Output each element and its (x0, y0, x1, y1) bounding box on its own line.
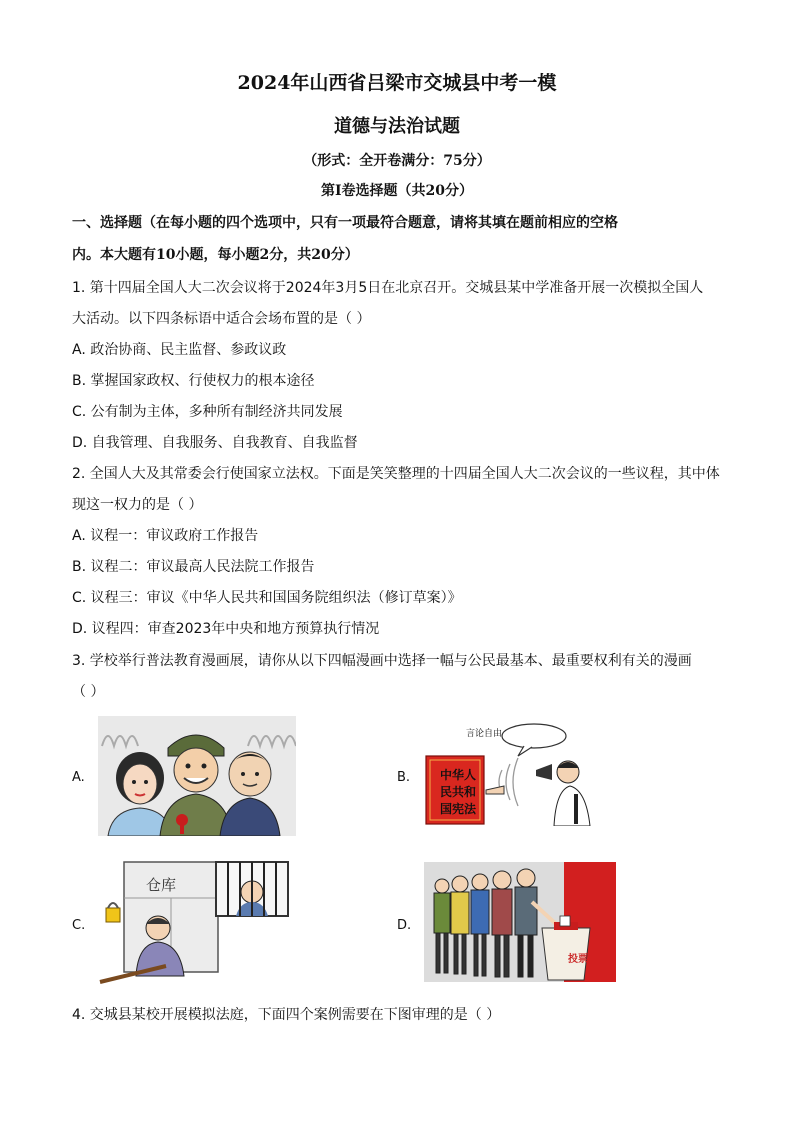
q3-cartoon-d-box-label: 投票 (568, 954, 588, 965)
q2-option-c: C. 议程三：审议《中华人民共和国国务院组织法（修订草案）》 (72, 590, 462, 606)
q1-option-d: D. 自我管理、自我服务、自我教育、自我监督 (72, 435, 358, 451)
q3-option-a-label: A. (72, 770, 85, 785)
exam-volume: 第Ⅰ卷选择题（共20分） (320, 183, 474, 199)
q2-option-b: B. 议程二：审议最高人民法院工作报告 (72, 559, 315, 575)
q1-option-c: C. 公有制为主体，多种所有制经济共同发展 (72, 404, 343, 420)
exam-subject: 道德与法治试题 (334, 116, 460, 137)
q3-cartoon-b-book (440, 767, 476, 818)
exam-form-info: （形式：全开卷满分：75分） (303, 153, 491, 169)
section-heading-line1: 一、选择题（在每小题的四个选项中，只有一项最符合题意，请将其填在题前相应的空格 (72, 215, 618, 231)
exam-title: 2024年山西省吕梁市交城县中考一模 (237, 72, 557, 94)
q3-cartoon-b-book-line2: 民共和 (440, 785, 477, 799)
q3-cartoon-c-sign: 仓库 (146, 876, 177, 894)
q3-option-d-label: D. (397, 918, 412, 933)
q2-option-d: D. 议程四：审查2023年中央和地方预算执行情况 (72, 621, 380, 637)
q2-stem-line1: 2. 全国人大及其常委会行使国家立法权。下面是笑笑整理的十四届全国人大二次会议的一些议程，其中体 (72, 466, 720, 482)
q3-cartoon-b-book-line3: 国宪法 (440, 802, 477, 816)
q2-option-a: A. 议程一：审议政府工作报告 (72, 528, 259, 544)
q4-stem-line1: 4. 交城县某校开展模拟法庭，下面四个案例需要在下图审理的是（ ） (72, 1007, 501, 1023)
q1-stem-line1: 1. 第十四届全国人大二次会议将于2024年3月5日在北京召开。交城县某中学准备开展一次模拟全国人 (72, 280, 704, 296)
q3-cartoon-b-book-line1: 中华人 (440, 768, 477, 782)
q1-option-a: A. 政治协商、民主监督、参政议政 (72, 342, 287, 358)
q3-stem-line2: （ ） (72, 684, 105, 700)
q2-stem-line2: 现这一权力的是（ ） (72, 497, 203, 513)
q3-option-b-label: B. (397, 770, 411, 785)
q1-stem-line2: 大活动。以下四条标语中适合会场布置的是（ ） (72, 311, 371, 327)
q3-cartoon-b-bubble: 言论自由 (466, 729, 503, 739)
q3-stem-line1: 3. 学校举行普法教育漫画展，请你从以下四幅漫画中选择一幅与公民最基本、最重要权利有关的漫画 (72, 653, 692, 669)
q3-cartoon-c (96, 858, 294, 984)
section-heading-line2: 内。本大题有10小题，每小题2分，共20分） (72, 247, 359, 263)
q3-option-c-label: C. (72, 918, 86, 933)
q3-cartoon-a (98, 716, 296, 836)
q1-option-b: B. 掌握国家政权、行使权力的根本途径 (72, 373, 315, 389)
